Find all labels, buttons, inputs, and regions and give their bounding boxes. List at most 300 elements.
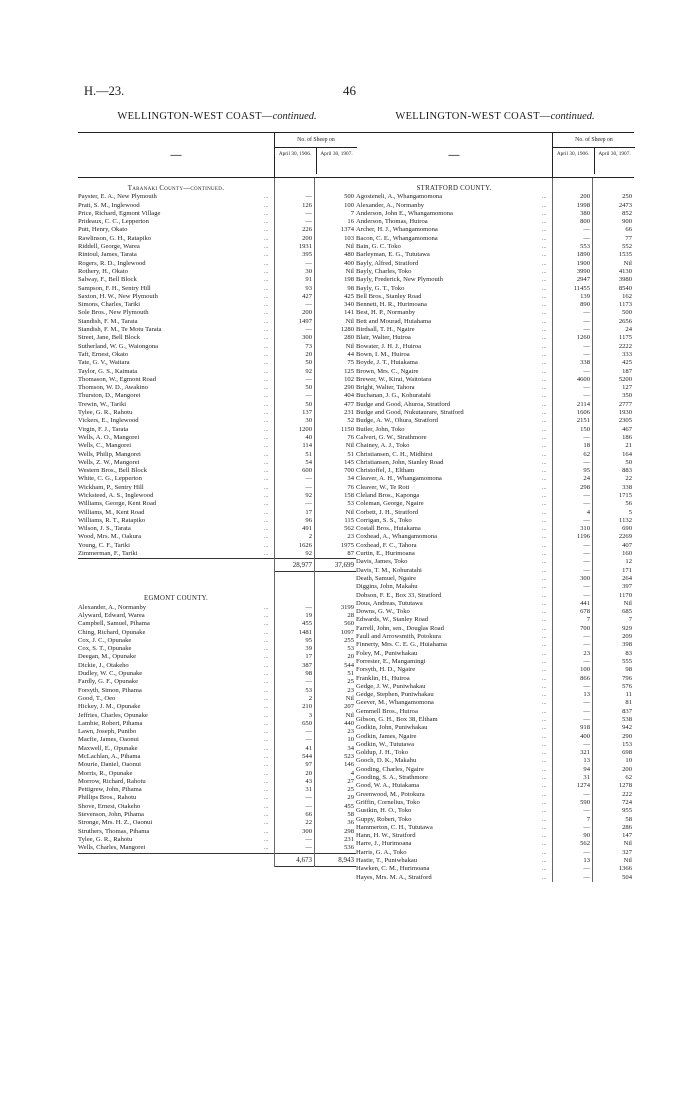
sheep-1907: 34 <box>347 475 354 483</box>
leader-dots: ... <box>264 754 269 760</box>
owner-name: Gemmell Bros., Huiroa <box>356 707 418 715</box>
sheep-1906: 650 <box>302 719 312 727</box>
leader-dots: ... <box>542 401 547 408</box>
owner-name: Budge and Good, Ahuroa, Stratford <box>356 400 451 408</box>
owner-name: Tylee, G. R., Rahotu <box>78 835 133 843</box>
owner-name: White, C. G., Lepperton <box>78 475 142 483</box>
leader-dots: ... <box>542 791 547 798</box>
sheep-1906: 1900 <box>576 259 590 267</box>
leader-dots: ... <box>264 629 269 636</box>
sheep-1906: — <box>583 491 590 499</box>
owner-name: Standish, F. M., Te Motu Tarata <box>78 326 162 334</box>
owner-name: Gedge, J. W., Puniwhakau <box>356 682 426 690</box>
leader-dots: ... <box>264 260 269 267</box>
sheep-1906: — <box>583 873 590 881</box>
sheep-1907: 555 <box>622 657 632 665</box>
sheep-1906: — <box>305 475 312 483</box>
sheep-1906: 4600 <box>576 375 590 383</box>
sheep-1907: 4130 <box>618 267 632 275</box>
leader-dots: ... <box>264 720 269 727</box>
sheep-1906: — <box>305 603 312 611</box>
sheep-1906: 226 <box>302 226 312 234</box>
owner-name: Taylor, G. S., Kaimata <box>78 367 138 375</box>
sheep-1906: 31 <box>583 774 590 782</box>
owner-name: Hastie, T., Puniwhakau <box>356 857 418 865</box>
sheep-1907: 425 <box>344 292 354 300</box>
leader-dots: ... <box>542 849 547 856</box>
sheep-1906: 427 <box>302 292 312 300</box>
sheep-1907: 298 <box>344 827 354 835</box>
sheep-1907: 264 <box>622 574 632 582</box>
sheep-1907: 350 <box>622 392 632 400</box>
sheep-1906: — <box>305 375 312 383</box>
sheep-1907: Nil <box>345 317 354 325</box>
sheep-1906: 66 <box>305 811 312 819</box>
sheep-1906: — <box>583 550 590 558</box>
sheep-1907: 690 <box>622 525 632 533</box>
sheep-1906: 114 <box>302 442 312 450</box>
owner-name: Hammerton, C. H., Tututawa <box>356 823 433 831</box>
owner-name: Alyward, Edward, Warea <box>78 611 145 619</box>
sheep-1907: 1930 <box>618 409 632 417</box>
leader-dots: ... <box>542 592 547 599</box>
column-rule-left <box>552 178 553 882</box>
owner-name: Williams, R. T., Ratapiko <box>78 516 146 524</box>
sheep-1907: 87 <box>347 550 354 558</box>
leader-dots: ... <box>264 551 269 558</box>
leader-dots: ... <box>542 418 547 425</box>
owner-name: Barleyman, E. G., Tututawa <box>356 251 430 259</box>
owner-name: Morrow, Richard, Rahotu <box>78 777 146 785</box>
sheep-1907: 146 <box>344 761 354 769</box>
sheep-1906: — <box>583 591 590 599</box>
sheep-1907: 400 <box>344 259 354 267</box>
owner-name: Forsyth, Simon, Pihama <box>78 686 142 694</box>
sheep-1906: 1497 <box>298 317 312 325</box>
column-rule-middle <box>592 178 593 882</box>
owner-name: Payster, E. A., New Plymouth <box>78 193 157 201</box>
leader-dots: ... <box>264 351 269 358</box>
leader-dots: ... <box>264 302 269 309</box>
column-title-continued: continued. <box>550 111 595 122</box>
sheep-1907: 407 <box>622 541 632 549</box>
leader-dots: ... <box>264 770 269 777</box>
sheep-1907: 24 <box>625 326 632 334</box>
leader-dots: ... <box>264 194 269 201</box>
sheep-1907: 160 <box>622 550 632 558</box>
owner-name: Best, H. P., Normanby <box>356 309 416 317</box>
owner-name: Buchanan, J. G., Kohuratahi <box>356 392 431 400</box>
sheep-1907: 504 <box>622 873 632 881</box>
column-title <box>356 110 634 124</box>
sheep-1906: — <box>583 309 590 317</box>
leader-dots: ... <box>542 501 547 508</box>
owner-name: Godkin, John, Puniwhakau <box>356 724 428 732</box>
leader-dots: ... <box>542 210 547 217</box>
sheep-1906: — <box>583 848 590 856</box>
total-underline <box>274 571 356 572</box>
sheep-1906: 2 <box>308 533 312 541</box>
sheep-1907: 2777 <box>618 400 632 408</box>
leader-dots: ... <box>542 327 547 334</box>
owner-name: McLachlan, A., Pihama <box>78 753 141 760</box>
sheep-1906: 1260 <box>576 334 590 342</box>
sheep-1907: 27 <box>347 777 354 785</box>
leader-dots: ... <box>264 277 269 284</box>
owner-name: Good, W. A., Huiakama <box>356 782 420 790</box>
owner-name: Foley, M., Puniwhakau <box>356 649 418 657</box>
owner-name: Street, Jane, Bell Block <box>78 334 141 342</box>
owner-name: Young, C. F., Tariki <box>78 541 130 549</box>
owner-name: Cleland Bros., Kaponga <box>356 491 420 499</box>
sheep-1906: — <box>583 707 590 715</box>
leader-dots: ... <box>542 534 547 541</box>
sheep-1907: 141 <box>344 309 354 317</box>
sheep-1907: 2305 <box>618 417 632 425</box>
sheep-1906: 126 <box>302 201 312 209</box>
column-title-continued: continued. <box>272 111 317 122</box>
leader-dots: ... <box>542 260 547 267</box>
leader-dots: ... <box>264 828 269 835</box>
owner-name: Standish, F. M., Tarata <box>78 317 138 325</box>
owner-name: Bright, Walter, Tahora <box>356 384 415 392</box>
table-body <box>356 178 634 882</box>
leader-dots: ... <box>542 434 547 441</box>
leader-dots: ... <box>264 695 269 702</box>
leader-dots: ... <box>542 426 547 433</box>
sheep-1907: 56 <box>625 500 632 508</box>
sheep-1907: 16 <box>347 218 354 226</box>
sheep-1906: 700 <box>580 624 590 632</box>
sheep-1907: 852 <box>622 209 632 217</box>
owner-name: Chainey, A. J., Toko <box>356 442 410 450</box>
sheep-1907: 25 <box>347 786 354 794</box>
sheep-1906: 17 <box>305 508 312 516</box>
leader-dots: ... <box>264 476 269 483</box>
column-rule-left <box>274 178 275 867</box>
sheep-1907: 53 <box>347 645 354 653</box>
sheep-1906: 441 <box>580 599 590 607</box>
owner-name: Lawn, Joseph, Punibo <box>78 728 137 736</box>
sheep-1906: — <box>305 193 312 201</box>
owner-name: Gustkin, H. O., Toko <box>356 807 412 815</box>
leader-dots: ... <box>264 459 269 466</box>
sheep-1906: 150 <box>580 425 590 433</box>
owner-name: Thomson, W. D., Awakino <box>78 384 148 392</box>
owner-name: Bayly, Alfred, Stratford <box>356 259 419 267</box>
leader-dots: ... <box>264 410 269 417</box>
owner-name: Curtin, E., Hurimoana <box>356 550 415 558</box>
sheep-1906: 298 <box>580 483 590 491</box>
leader-dots: ... <box>264 778 269 785</box>
sheep-1906: 600 <box>302 467 312 475</box>
owner-name: Gooding, Charles, Ngaire <box>356 765 424 773</box>
sheep-1907: 52 <box>347 417 354 425</box>
owner-name: Davis, James, Toko <box>356 558 408 566</box>
sheep-1907: 77 <box>625 234 632 242</box>
owner-name: Cox, J. C., Opunake <box>78 636 132 644</box>
leader-dots: ... <box>542 824 547 831</box>
sheep-1907: 5 <box>628 508 632 516</box>
leader-dots: ... <box>542 293 547 300</box>
sheep-1906: 2114 <box>577 400 590 408</box>
leader-dots: ... <box>542 650 547 657</box>
sheep-1907: 280 <box>344 334 354 342</box>
sheep-1907: Nil <box>345 711 354 719</box>
sheep-1907: 1175 <box>619 334 632 342</box>
leader-dots: ... <box>264 202 269 209</box>
sheep-1907: 2473 <box>618 201 632 209</box>
sheep-1907: Nil <box>345 243 354 251</box>
sheep-1907: 75 <box>347 359 354 367</box>
sheep-1906: — <box>305 728 312 736</box>
leader-dots: ... <box>264 621 269 628</box>
leader-dots: ... <box>542 833 547 840</box>
owner-name: Trewin, W., Tariki <box>78 400 127 408</box>
sheep-1906: — <box>305 301 312 309</box>
sheep-1906: 1998 <box>576 201 590 209</box>
date-headers <box>553 148 635 177</box>
sheep-1907: 164 <box>622 450 632 458</box>
owner-name: Forsyth, H. D., Ngaire <box>356 666 416 674</box>
sheep-1906: 11455 <box>573 284 590 292</box>
sheep-1906: 1481 <box>298 628 312 636</box>
sheep-1906: 92 <box>305 367 312 375</box>
owner-name: Dobson, F. E., Box 33, Stratford <box>356 591 442 599</box>
owner-name: Struthers, Thomas, Pihama <box>78 827 150 835</box>
leader-dots: ... <box>542 733 547 740</box>
sheep-1907: 158 <box>344 491 354 499</box>
sheep-1906: — <box>305 218 312 226</box>
owner-name: Birdsall, T. H., Ngaire <box>356 326 415 334</box>
sheep-1906: 1196 <box>577 533 590 541</box>
leader-dots: ... <box>264 426 269 433</box>
date-1906-header: April 30, 1906. <box>278 151 312 157</box>
sheep-1906: — <box>583 716 590 723</box>
sheep-1907: 44 <box>347 350 354 358</box>
owner-name: Brown, Mrs. C., Ngaire <box>356 367 419 375</box>
sheep-1906: 137 <box>302 409 312 417</box>
sheep-1906: 19 <box>305 611 312 619</box>
sheep-1906: 400 <box>580 732 590 740</box>
sheep-1907: 404 <box>344 392 354 400</box>
owner-name: Guppy, Robert, Toko <box>356 815 412 823</box>
owner-name: Wickham, P., Sentry Hill <box>78 483 144 491</box>
owner-name: Phillips Bros., Rahotu <box>78 794 137 802</box>
owner-name: Dous, Andreas, Tututawa <box>356 599 423 607</box>
sheep-1906: 562 <box>580 840 590 848</box>
sheep-1906: 17 <box>305 653 312 661</box>
leader-dots: ... <box>542 609 547 616</box>
leader-dots: ... <box>264 509 269 516</box>
sheep-1907: 700 <box>344 467 354 475</box>
sheep-1907: Nil <box>345 342 354 350</box>
sheep-1906: — <box>583 326 590 334</box>
sheep-1907: 3980 <box>618 276 632 284</box>
sheep-1907: 98 <box>347 284 354 292</box>
sheep-1906: 544 <box>302 753 312 760</box>
leader-dots: ... <box>542 219 547 226</box>
sheep-1907: 36 <box>347 819 354 827</box>
sheep-1906: 95 <box>583 467 590 475</box>
owner-name: Bayly, Charles, Toko <box>356 267 412 275</box>
sheep-1906: — <box>305 844 312 852</box>
right-column <box>356 110 634 882</box>
leader-dots: ... <box>264 787 269 794</box>
sheep-1906: — <box>305 483 312 491</box>
sheep-1906: 30 <box>305 417 312 425</box>
sheep-1907: Nil <box>623 599 632 607</box>
sheep-1906: 22 <box>305 819 312 827</box>
sheep-1907: 536 <box>344 844 354 852</box>
sheep-1906: 2 <box>308 694 312 702</box>
sheep-1906: 380 <box>580 209 590 217</box>
sheep-1907: 837 <box>622 707 632 715</box>
sheep-1906: — <box>583 682 590 690</box>
leader-dots: ... <box>542 351 547 358</box>
leader-dots: ... <box>264 343 269 350</box>
leader-dots: ... <box>264 244 269 251</box>
sheep-1906: 1274 <box>576 782 590 790</box>
sheep-1907: 340 <box>344 301 354 309</box>
owner-name: Dickie, J., Otakeho <box>78 661 129 669</box>
leader-dots: ... <box>542 799 547 806</box>
leader-dots: ... <box>264 335 269 342</box>
sheep-1907: 1170 <box>619 591 632 599</box>
leader-dots: ... <box>542 244 547 251</box>
sheep-1907: 198 <box>344 276 354 284</box>
sheep-1906: 553 <box>580 243 590 251</box>
leader-dots: ... <box>542 551 547 558</box>
owner-name: Saxton, H. W., New Plymouth <box>78 292 158 300</box>
owner-name: Wood, Mrs. M., Oakura <box>78 533 142 541</box>
sheep-1907: 724 <box>622 798 632 806</box>
sheep-1907: 171 <box>622 566 632 574</box>
sheep-1907: 10 <box>347 736 354 744</box>
leader-dots: ... <box>542 841 547 848</box>
owner-name: Franklin, H., Huiroa <box>356 674 410 682</box>
leader-dots: ... <box>264 820 269 827</box>
owner-name: Mourie, Daniel, Oaonui <box>78 761 141 769</box>
owner-name: Hawken, C. M., Hurimoana <box>356 865 430 873</box>
owner-name: Taft, Ernest, Okato <box>78 350 129 358</box>
total-1906: 4,673 <box>296 855 312 864</box>
leader-dots: ... <box>542 252 547 259</box>
leader-dots: ... <box>264 526 269 533</box>
sheep-header <box>552 133 635 177</box>
sheep-1907: 250 <box>622 193 632 201</box>
sheep-1907: 58 <box>625 815 632 823</box>
leader-dots: ... <box>542 559 547 566</box>
leader-dots: ... <box>264 612 269 619</box>
sheep-1907: 115 <box>344 516 354 524</box>
sheep-1906: 1626 <box>298 541 312 549</box>
date-1907-header: April 30, 1907. <box>594 148 634 174</box>
sheep-1907: 147 <box>622 832 632 840</box>
leader-dots: ... <box>542 443 547 450</box>
sheep-1906: — <box>583 641 590 649</box>
owner-name: Good, T., Oeo <box>78 694 116 702</box>
leader-dots: ... <box>542 775 547 782</box>
leader-dots: ... <box>264 219 269 226</box>
sheep-1907: 333 <box>622 350 632 358</box>
owner-name: Alexander, A., Normanby <box>356 201 425 209</box>
owner-name: Williams, George, Kent Road <box>78 500 157 508</box>
sheep-1906: 13 <box>583 757 590 765</box>
leader-dots: ... <box>542 717 547 723</box>
sheep-1906: 24 <box>583 475 590 483</box>
county-heading: STRATFORD COUNTY. <box>416 185 492 192</box>
sheep-1907: 58 <box>347 811 354 819</box>
sheep-1907: 100 <box>344 201 354 209</box>
leader-dots: ... <box>542 567 547 574</box>
sheep-1907: 398 <box>622 641 632 649</box>
sheep-1906: 54 <box>305 458 312 466</box>
sheep-1906: 4 <box>586 508 590 516</box>
leader-dots: ... <box>542 783 547 790</box>
table-header <box>78 132 356 178</box>
sheep-1906: — <box>583 458 590 466</box>
sheep-1906: — <box>583 740 590 748</box>
leader-dots: ... <box>542 368 547 375</box>
leader-dots: ... <box>264 235 269 242</box>
sheep-header <box>274 133 357 177</box>
owner-name: Calvert, G. W., Strathmore <box>356 433 427 441</box>
leader-dots: ... <box>542 517 547 524</box>
sheep-1906: 51 <box>305 450 312 458</box>
leader-dots: ... <box>542 675 547 682</box>
owner-name: Bacon, C. E., Whangamomona <box>356 234 438 242</box>
sheep-1907: 23 <box>347 728 354 736</box>
column-title-text: WELLINGTON-WEST COAST— <box>395 111 551 122</box>
owner-name: Geever, M., Whangamomona <box>356 699 434 707</box>
owner-name: Fardly, G. F., Opunake <box>78 678 139 686</box>
owner-name: Price, Richard, Egmont Village <box>78 209 161 217</box>
owner-name: Downs, G. W., Toko <box>356 608 410 616</box>
total-1907: 37,699 <box>334 561 354 570</box>
sheep-1906: 3990 <box>576 267 590 275</box>
sheep-1907: 8540 <box>618 284 632 292</box>
sheep-1907: 1132 <box>619 516 632 524</box>
sheep-1906: 300 <box>302 334 312 342</box>
owner-name: Cox, S. T., Opunake <box>78 645 132 653</box>
owner-name: Riddell, George, Warea <box>78 243 140 251</box>
sheep-1906: 491 <box>302 525 312 533</box>
sheep-1907: 25 <box>347 678 354 686</box>
sheep-1907: 523 <box>344 753 354 760</box>
owner-name: Maxwell, E., Opunake <box>78 744 138 752</box>
sheep-1906: 321 <box>580 749 590 757</box>
sheep-1906: 96 <box>305 516 312 524</box>
leader-dots: ... <box>264 401 269 408</box>
sheep-1906: 92 <box>305 550 312 558</box>
sheep-1906: 890 <box>580 301 590 309</box>
sheep-1907: 560 <box>344 620 354 628</box>
leader-dots: ... <box>542 227 547 234</box>
sheep-1906: — <box>305 835 312 843</box>
leader-dots: ... <box>542 492 547 499</box>
leader-dots: ... <box>264 318 269 325</box>
sheep-count-header: No. of Sheep on <box>275 133 357 148</box>
date-1906-header: April 30, 1906. <box>556 151 590 157</box>
sheep-1907: 2222 <box>618 342 632 350</box>
sheep-1906: — <box>583 392 590 400</box>
sheep-1907: 4 <box>350 769 354 777</box>
sheep-1906: — <box>305 802 312 810</box>
sheep-1906: 50 <box>305 384 312 392</box>
sheep-1907: 544 <box>344 661 354 669</box>
sheep-1907: 23 <box>347 533 354 541</box>
